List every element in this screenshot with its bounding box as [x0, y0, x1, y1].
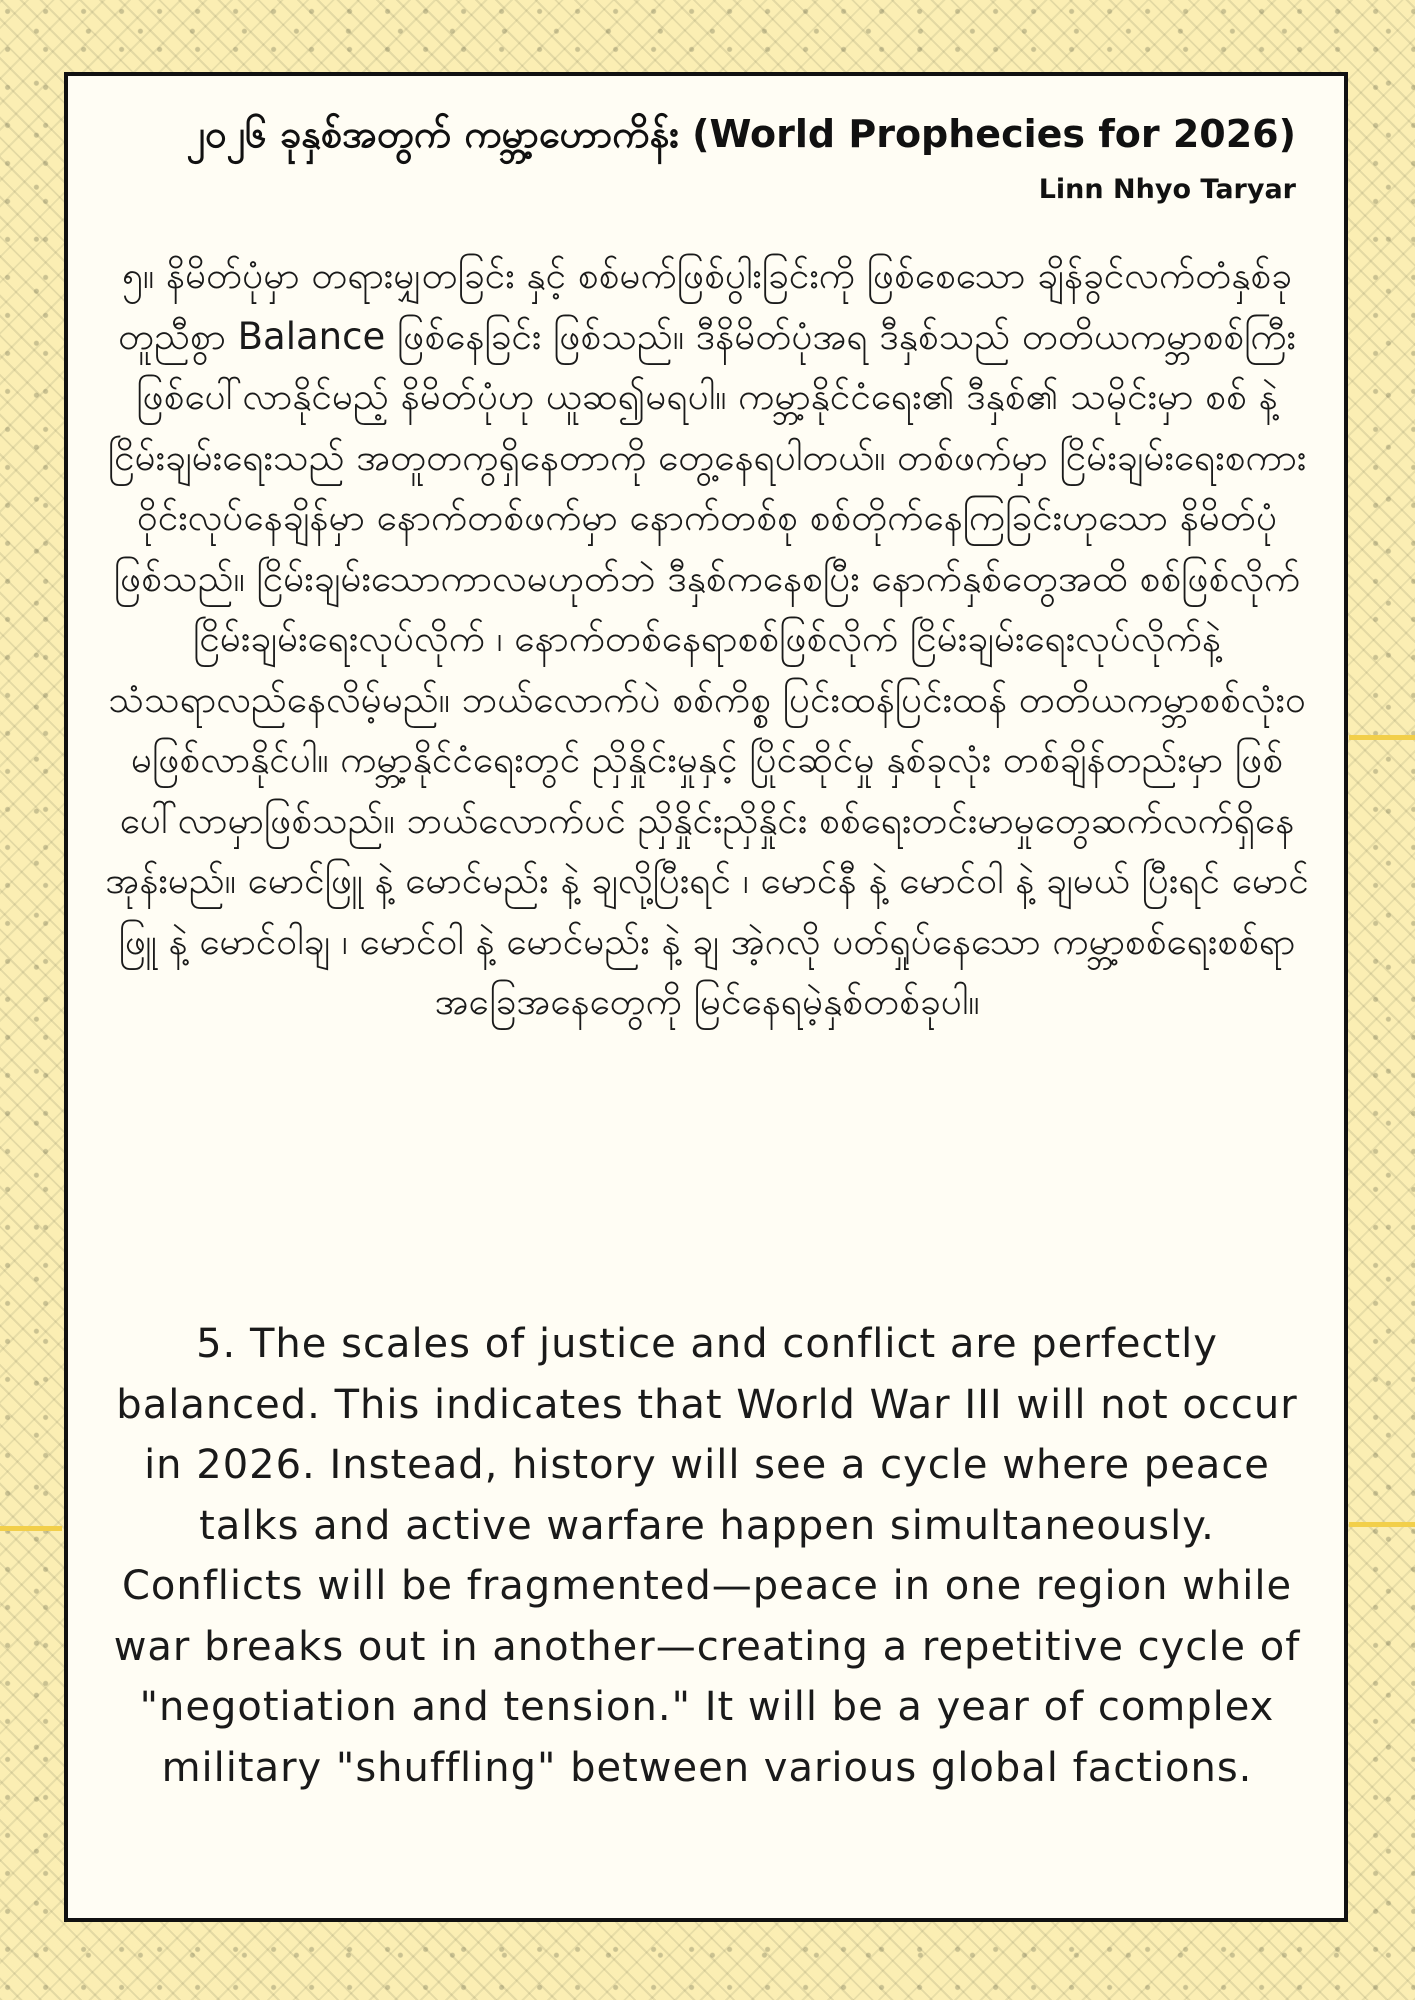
- left-accent-stripe: [0, 1526, 62, 1531]
- author-name: Linn Nhyo Taryar: [1038, 174, 1296, 205]
- english-paragraph: 5. The scales of justice and conflict are perfectly balanced. This indicates that World War III will not occur in 2026. Instead, history will see a cycle where peace talks and active warfare happen simultaneously. Conflicts will be fragmented—peace in one region while war breaks out in another—creating a repetitive cycle of "negotiation and tension." It will be a year of complex military "shuffling" between various global factions.: [113, 1321, 1301, 1791]
- content-panel: [64, 72, 1348, 1922]
- right-accent-stripe-top: [1349, 735, 1415, 740]
- page-title: ၂၀၂၆ ခုနှစ်အတွက် ကမ္ဘာ့ဟောကိန်း (World Prophecies for 2026): [186, 112, 1296, 156]
- right-accent-stripe-bottom: [1349, 1522, 1415, 1527]
- myanmar-paragraph: ၅။ နိမိတ်ပုံမှာ တရားမျှတခြင်း နှင့် စစ်မက်ဖြစ်ပွါးခြင်းကို ဖြစ်စေသော ချိန်ခွင်လက်တံနှစ်ခု တူညီစွာ Balance ဖြစ်နေခြင်း ဖြစ်သည်။ ဒီနိမိတ်ပုံအရ ဒီနှစ်သည် တတိယကမ္ဘာစစ်ကြီး ဖြစ်ပေါ်လာနိုင်မည့် နိမိတ်ပုံဟု ယူဆ၍မရပါ။ ကမ္ဘာ့နိုင်ငံရေး၏ ဒီနှစ်၏ သမိုင်းမှာ စစ် နဲ့ ငြိမ်းချမ်းရေးသည် အတူတကွရှိနေတာကို တွေ့နေရပါတယ်။ တစ်ဖက်မှာ ငြိမ်းချမ်းရေးစကားဝိုင်းလုပ်နေချိန်မှာ နောက်တစ်ဖက်မှာ နောက်တစ်စု စစ်တိုက်နေကြခြင်းဟုသော နိမိတ်ပုံဖြစ်သည်။ ငြိမ်းချမ်းသောကာလမဟုတ်ဘဲ ဒီနှစ်ကနေစပြီး နောက်နှစ်တွေအထိ စစ်ဖြစ်လိုက် ငြိမ်းချမ်းရေးလုပ်လိုက် ၊ နောက်တစ်နေရာစစ်ဖြစ်လိုက် ငြိမ်းချမ်းရေးလုပ်လိုက်နဲ့ သံသရာလည်နေလိမ့်မည်။ ဘယ်လောက်ပဲ စစ်ကိစ္စ ပြင်းထန်ပြင်းထန် တတိယကမ္ဘာစစ်လုံးဝမဖြစ်လာနိုင်ပါ။ ကမ္ဘာ့နိုင်ငံရေးတွင် ညှိနှိုင်းမှုနှင့် ပြိုင်ဆိုင်မှု နှစ်ခုလုံး တစ်ချိန်တည်းမှာ ဖြစ်ပေါ်လာမှာဖြစ်သည်။ ဘယ်လောက်ပင် ညှိနှိုင်းညှိနှိုင်း စစ်ရေးတင်းမာမှုတွေဆက်လက်ရှိနေအုန်းမည်။ မောင်ဖြူ နဲ့ မောင်မည်း နဲ့ ချလို့ပြီးရင် ၊ မောင်နီ နဲ့ မောင်ဝါ နဲ့ ချမယ် ပြီးရင် မောင်ဖြူ နဲ့ မောင်ဝါချ ၊ မောင်ဝါ နဲ့ မောင်မည်း နဲ့ ချ အဲ့ဂလို ပတ်ရှုပ်နေသော ကမ္ဘာ့စစ်ရေးစစ်ရာအခြေအနေတွေကို မြင်နေရမဲ့နှစ်တစ်ခုပါ။: [105, 254, 1309, 1023]
